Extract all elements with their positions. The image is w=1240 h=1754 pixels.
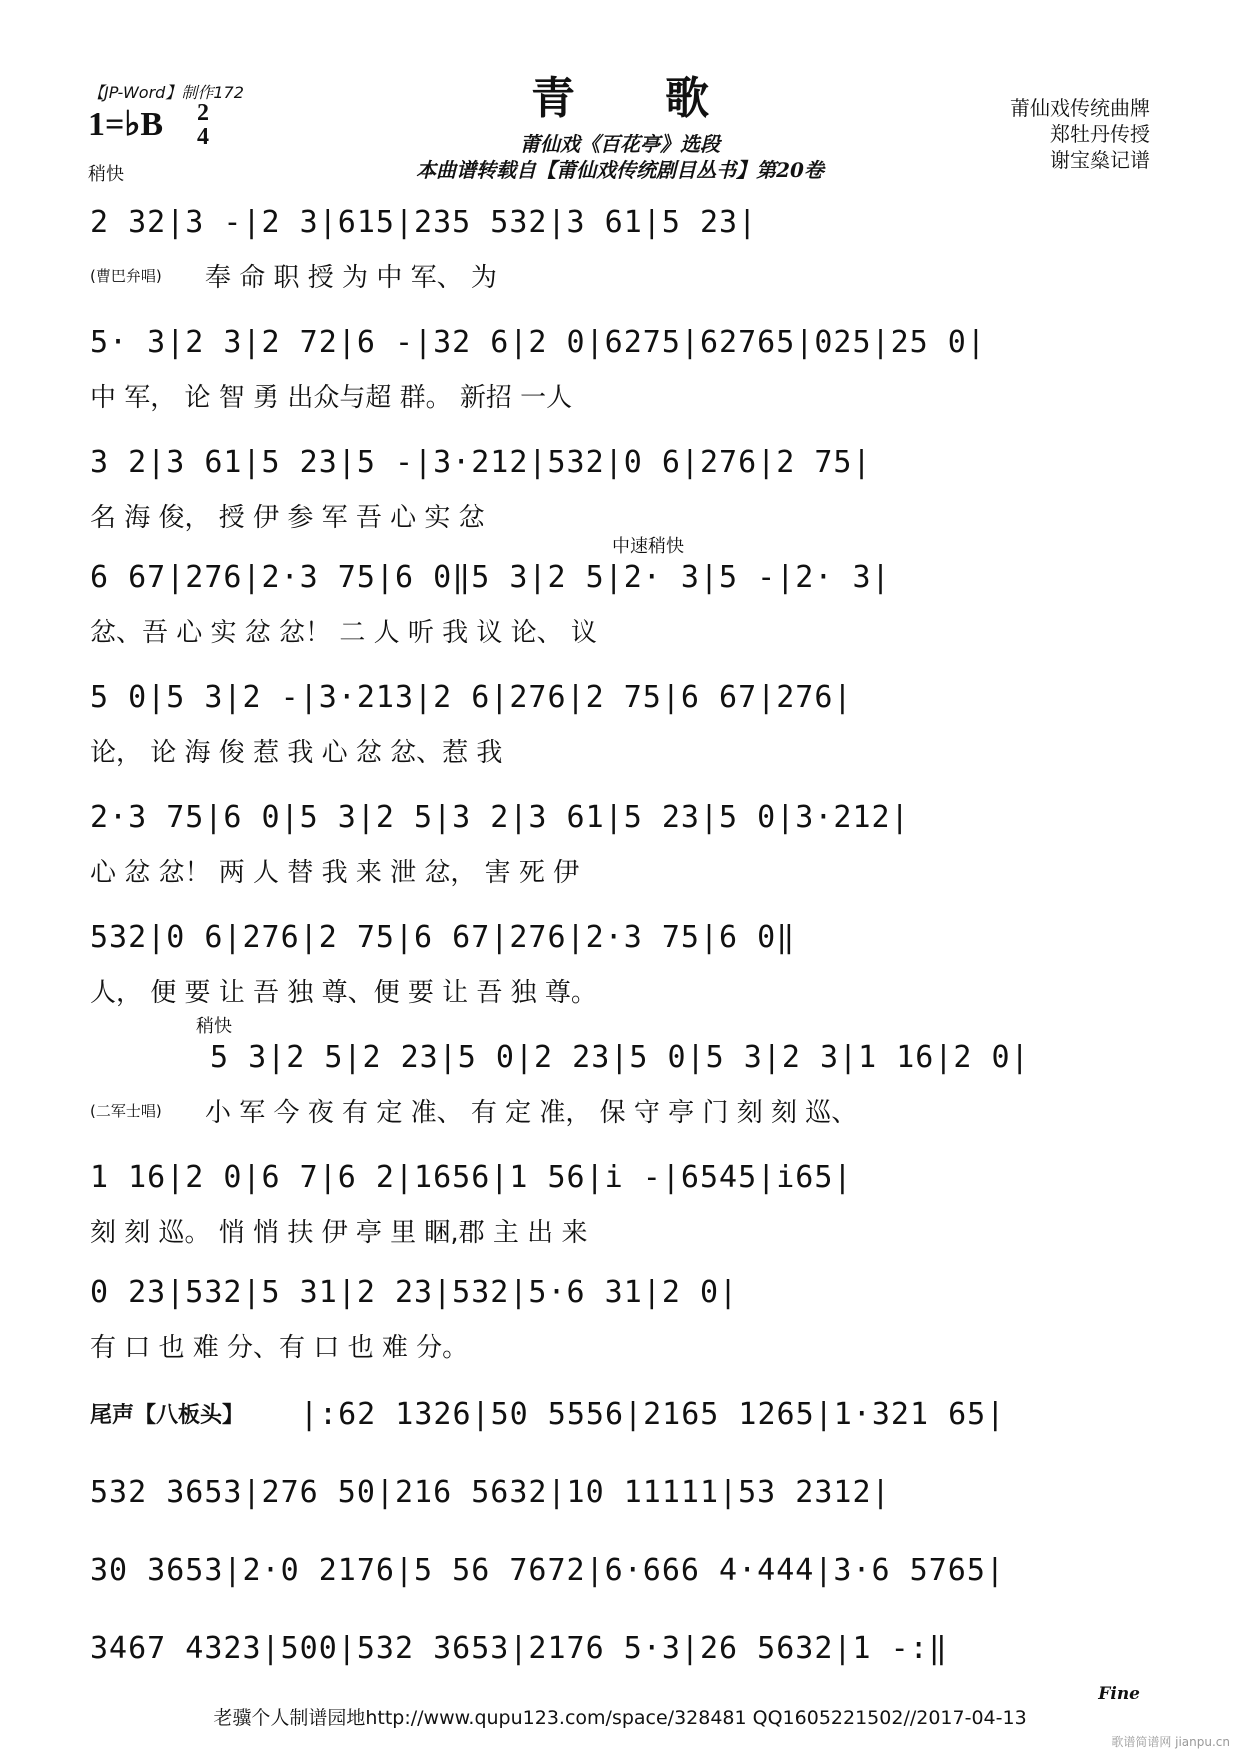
staff-notes: 5 3|2 5|2 23|5 0|2 23|5 0|5 3|2 3|1 16|2 0| <box>210 1040 1030 1075</box>
tempo-change: 稍快 <box>196 1016 232 1037</box>
staff-notes: 2·3 75|6 0|5 3|2 5|3 2|3 61|5 23|5 0|3·212| <box>90 800 910 835</box>
credit-transcriber: 谢宝燊记谱 <box>1050 148 1150 172</box>
credit-tune: 莆仙戏传统曲牌 <box>1010 96 1150 120</box>
footer-credit: 老骥个人制谱园地http://www.qupu123.com/space/328481 QQ1605221502//2017-04-13 <box>213 1707 1027 1729</box>
staff-notes: 3467 4323|500|532 3653|2176 5·3|26 5632|1 -:‖ <box>90 1631 948 1666</box>
staff-notes: 6 67|276|2·3 75|6 0‖5 3|2 5|2· 3|5 -|2· 3| <box>90 560 891 595</box>
singer-role: (二军士唱) <box>90 1102 162 1120</box>
staff-notes: 5 0|5 3|2 -|3·213|2 6|276|2 75|6 67|276| <box>90 680 853 715</box>
subtitle-excerpt: 莆仙戏《百花亭》选段 <box>520 132 720 156</box>
lyrics-line: 人， 便 要 让 吾 独 尊、便 要 让 吾 独 尊。 <box>90 978 597 1008</box>
lyrics-line: 论， 论 海 俊 惹 我 心 忿 忿、惹 我 <box>90 738 503 768</box>
watermark: 歌谱简谱网 jianpu.cn <box>1111 1735 1230 1749</box>
singer-role: (曹巴弁唱) <box>90 267 162 285</box>
lyrics-line: 中 军， 论 智 勇 出众与超 群。 新招 一人 <box>90 383 573 413</box>
lyrics-line: 刻 刻 巡。 悄 悄 扶 伊 亭 里 睏,郡 主 出 来 <box>90 1218 588 1248</box>
credit-teacher: 郑牡丹传授 <box>1050 122 1150 146</box>
meter-top: 2 <box>197 100 209 126</box>
staff-notes: |:62 1326|50 5556|2165 1265|1·321 65| <box>300 1397 1006 1432</box>
staff-notes: 2 32|3 -|2 3|615|235 532|3 61|5 23| <box>90 205 758 240</box>
staff-notes: 3 2|3 61|5 23|5 -|3·212|532|0 6|276|2 75| <box>90 445 872 480</box>
coda-label: 尾声【八板头】 <box>90 1403 245 1428</box>
lyrics-line: 奉 命 职 授 为 中 军、 为 <box>205 263 497 293</box>
lyrics-line: 有 口 也 难 分、有 口 也 难 分。 <box>90 1333 469 1363</box>
meter-bottom: 4 <box>197 124 209 150</box>
lyrics-line: 忿、吾 心 实 忿 忿！ 二 人 听 我 议 论、 议 <box>90 618 597 648</box>
page-title: 青歌 <box>531 73 799 124</box>
lyrics-line: 心 忿 忿！ 两 人 替 我 来 泄 忿， 害 死 伊 <box>90 858 580 888</box>
staff-notes: 5· 3|2 3|2 72|6 -|32 6|2 0|6275|62765|025|25 0| <box>90 325 986 360</box>
key-signature: 1=♭B <box>88 106 164 143</box>
lyrics-line: 名 海 俊， 授 伊 参 军 吾 心 实 忿 <box>90 503 485 533</box>
tempo-change: 中速稍快 <box>612 536 684 557</box>
lyrics-line: 小 军 今 夜 有 定 准、 有 定 准， 保 守 亭 门 刻 刻 巡、 <box>205 1098 858 1128</box>
staff-notes: 532|0 6|276|2 75|6 67|276|2·3 75|6 0‖ <box>90 920 796 955</box>
staff-notes: 1 16|2 0|6 7|6 2|1656|1 56|i -|6545|i65| <box>90 1160 853 1195</box>
maker-label: 【JP-Word】制作172 <box>88 83 244 102</box>
staff-notes: 0 23|532|5 31|2 23|532|5·6 31|2 0| <box>90 1275 739 1310</box>
tempo-marking: 稍快 <box>88 164 124 185</box>
subtitle-source: 本曲谱转载自【莆仙戏传统剧目丛书】第20卷 <box>416 158 824 182</box>
fine-marking: Fine <box>1098 1684 1140 1704</box>
staff-notes: 30 3653|2·0 2176|5 56 7672|6·666 4·444|3·6 5765| <box>90 1553 1005 1588</box>
staff-notes: 532 3653|276 50|216 5632|10 11111|53 2312| <box>90 1475 891 1510</box>
